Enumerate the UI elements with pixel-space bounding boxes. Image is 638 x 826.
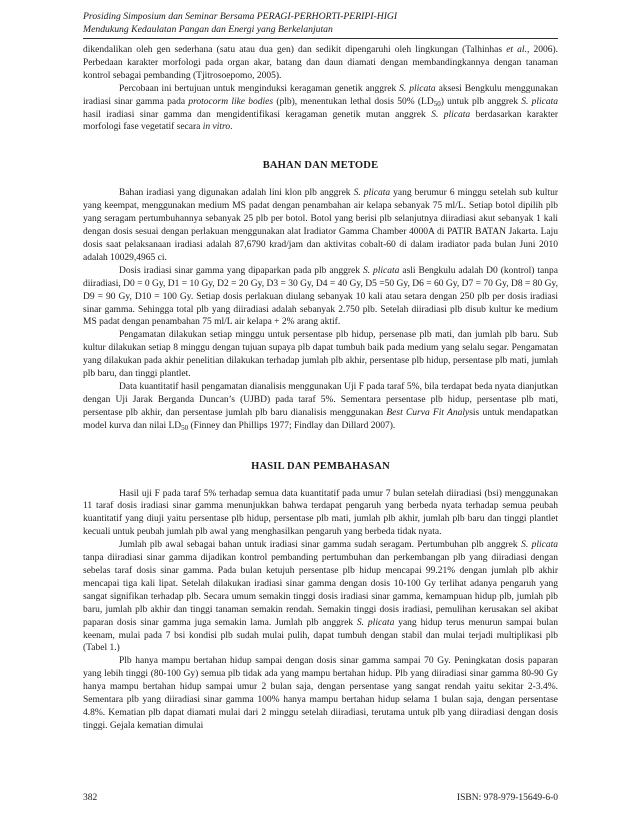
species-name: S. plicata <box>356 617 395 628</box>
metode-paragraph-2 <box>83 265 558 330</box>
hasil-paragraph-2 <box>83 539 558 655</box>
text-run: Percobaan ini bertujuan untuk menginduksi keragaman genetik anggrek <box>119 83 400 94</box>
species-name: S. plicata <box>399 83 436 94</box>
metode-paragraph-1 <box>83 187 558 264</box>
text-run: (Finney dan Phillips 1977; Findlay dan Dillard 2007). <box>188 420 396 431</box>
text-run: Jumlah plb awal sebagai bahan untuk iradiasi sinar gamma sudah seragam. Pertumbuhan plb anggrek <box>119 540 522 551</box>
intro-paragraph-2 <box>83 83 558 135</box>
text-run: dikendalikan oleh gen sederhana (satu atau dua gen) dan sedikit dipengaruhi oleh lingkungan (Talhinhas <box>83 45 507 55</box>
hasil-paragraph-1: Hasil uji F pada taraf 5% terhadap semua data kuantitatif pada umur 7 bulan setelah diiradiasi (bsi) menggunakan 11 taraf dosis iradiasi sinar gamma menunjukkan bahwa terdapat pengaruh yang berbeda nyata terhadap semua peubah kuantitatif yang diuji yaitu persentase plb hidup, persentase plb mati, jumlah plb akhir, jumlah plb baru dan tinggi plantlet kecuali untuk peubah jumlah plb awal yang menghasilkan pengaruh yang berbeda tidak nyata. <box>83 488 558 538</box>
text-run: aksesi Bengkulu menggunakan iradiasi sinar gamma pada <box>83 83 558 107</box>
text-run: yang berumur 6 minggu setelah sub kultur yang keempat, menggunakan medium MS padat dengan penambahan air kelapa sebanyak 75 ml/L. Setiap botol dipilih plb yang seragam pertumbuhannya sebanyak 25 plb per botol. Botol yang berisi plb selanjutnya diiradiasi akut sebanyak 1 kali dengan dosis sesuai dengan perlakuan menggunakan alat Iradiator Gamma Chamber 4000A di PATIR BATAN Jakarta. Laju dosis saat pelaksanaan iradiasi adalah 87,6790 krad/jam dan aktivitas cobalt-60 di dalam iradiator pada bulan Juni 2010 adalah 10029,4965 ci. <box>83 188 558 263</box>
text-run: tanpa diiradiasi sinar gamma dijadikan kontrol pembanding pertumbuhan dan perkembangan plb yang diiradiasi dengan sebelas taraf dosis sinar gamma. Pada bulan ketujuh persentase plb hidup mencapai 99.21% dengan jumlah plb akhir mencapai tiga kali lipat. Setelah dilakukan iradiasi sinar gamma dengan dosis 10-100 Gy terlihat adanya pengaruh yang sangat signifikan terhadap plb. Secara umum semakin tinggi dosis iradiasi sinar gamma, kemampuan hidup plb, jumlah plb baru, jumlah plb akhir dan tinggi tanaman semakin rendah. Semakin tinggi dosis iradiasi, pemulihan kerusakan sel akibat paparan dosis sinar gamma juga semakin lama. Jumlah plb anggrek <box>83 553 558 628</box>
species-name: S. plicata <box>431 109 471 120</box>
text-run: berdasarkan karakter morfologi fase vegetatif secara <box>83 109 559 133</box>
text-run: asli Bengkulu adalah D0 (kontrol) tanpa diiradiasi, D0 = 0 Gy, D1 = 10 Gy, D2 = 20 Gy, D3 = 30 Gy, D4 = 40 Gy, D5 =50 Gy, D6 = 60 Gy, D7 = 70 Gy, D8 = 80 Gy, D9 = 90 Gy, D10 = 100 Gy. Setiap dosis perlakuan diulang sebanyak 10 kali atau setara dengan 250 plb per dosis iradiasi sinar gamma. Sehingga total plb yang diiradiasi adalah sebanyak 2.750 plb. Setelah diiradiasi plb disub kultur ke medium MS padat dengan penambahan 75 ml/L air kelapa + 2% arang aktif. <box>83 265 558 328</box>
section-heading-hasil: HASIL DAN PEMBAHASAN <box>251 460 390 472</box>
text-run: hasil iradiasi sinar gamma dan mengidentifikasi keragaman genetik mutan anggrek <box>83 109 432 120</box>
section-heading-metode: BAHAN DAN METODE <box>262 160 379 172</box>
et-al: et al. <box>506 45 527 55</box>
text-run: , 2006). Perbedaan karakter morfologi pada organ akar, batang dan daun diamati dengan membandingkannya dengan tanaman kontrol sebagai pembanding (Tjitrosoepomo, 2005). <box>83 45 558 81</box>
running-header <box>83 10 558 36</box>
page-number: 382 <box>83 793 98 803</box>
header-rule <box>83 38 558 39</box>
metode-paragraph-4 <box>83 381 558 433</box>
header-line-2: Mendukung Kedaulatan Pangan dan Energi yang Berkelanjutan <box>83 24 333 35</box>
text-run: Data kuantitatif hasil pengamatan dianalisis menggunakan Uji F pada taraf 5%, bila terdapat beda nyata dianjutkan dengan Uji Jarak Berganda Duncan’s (UJBD) pada taraf 5%. Sementara persentase plb hidup, persentase plb mati, persentase plb akhir, dan persentase jumlah plb baru dianalisis menggunakan <box>83 381 558 418</box>
species-name: S. plicata <box>521 96 558 107</box>
term-italic: Best Curva Fit Analy <box>386 407 470 418</box>
species-name: S. plicata <box>521 540 558 551</box>
text-run: (plb), menentukan lethal dosis 50% (LD <box>273 96 434 107</box>
species-name: S. plicata <box>353 188 391 199</box>
intro-paragraph-1 <box>83 44 558 83</box>
subscript: 50 <box>433 99 441 108</box>
text-run: sis untuk mendapatkan model kurva dan nilai LD <box>83 407 558 431</box>
text-run: . <box>230 122 233 133</box>
term-italic: protocorm like bodies <box>188 96 274 107</box>
subscript: 50 <box>181 423 189 432</box>
text-run: yang hidup terus menurun sampai bulan keenam, mulai pada 7 bsi kondisi plb sudah mulai pulih, dapat tumbuh dengan stabil dan mulai terjadi multiplikasi plb (Tabel 1.) <box>83 617 559 654</box>
body-text <box>83 44 558 733</box>
text-run: Dosis iradiasi sinar gamma yang dipaparkan pada plb anggrek <box>119 265 363 276</box>
term-italic: in vitro <box>202 122 231 133</box>
hasil-paragraph-3: Plb hanya mampu bertahan hidup sampai dengan dosis sinar gamma sampai 70 Gy. Peningkatan dosis paparan yang lebih tinggi (80-100 Gy) semua plb tidak ada yang mampu bertahan hidup. Plb yang diiradiasi sinar gamma 80-90 Gy hanya mampu bertahan hidup sampai umur 2 bulan saja, dengan persentase yang sangat rendah yaitu sekitar 2-3.4%. Sementara plb yang diiradiasi sinar gamma 100% hanya mampu bertahan hidup selama 1 bulan saja, dengan persentase 4.8%. Kematian plb dapat diamati mulai dari 2 minggu setelah diiradiasi, terutama untuk plb yang diiradiasi dengan dosis tinggi. Gejala kematian dimulai <box>83 656 558 731</box>
text-run: Bahan iradiasi yang digunakan adalah lini klon plb anggrek <box>119 188 354 199</box>
species-name: S. plicata <box>362 265 400 276</box>
header-line-1: Prosiding Simposium dan Seminar Bersama PERAGI-PERHORTI-PERIPI-HIGI <box>83 11 398 22</box>
metode-paragraph-3: Pengamatan dilakukan setiap minggu untuk persentase plb hidup, persenase plb mati, dan jumlah plb baru. Sub kultur dilakukan setiap 8 minggu dengan tujuan supaya plb dapat tumbuh baik pada medium yang selalu segar. Pengamatan yang dilakukan pada akhir penelitian dilakukan terhadap jumlah plb akhir, persentase plb hidup, persentase plb mati, jumlah plb baru, dan tinggi plantlet. <box>83 330 558 380</box>
isbn-text: ISBN: 978-979-15649-6-0 <box>456 793 558 803</box>
text-run: ) untuk plb anggrek <box>440 96 522 107</box>
